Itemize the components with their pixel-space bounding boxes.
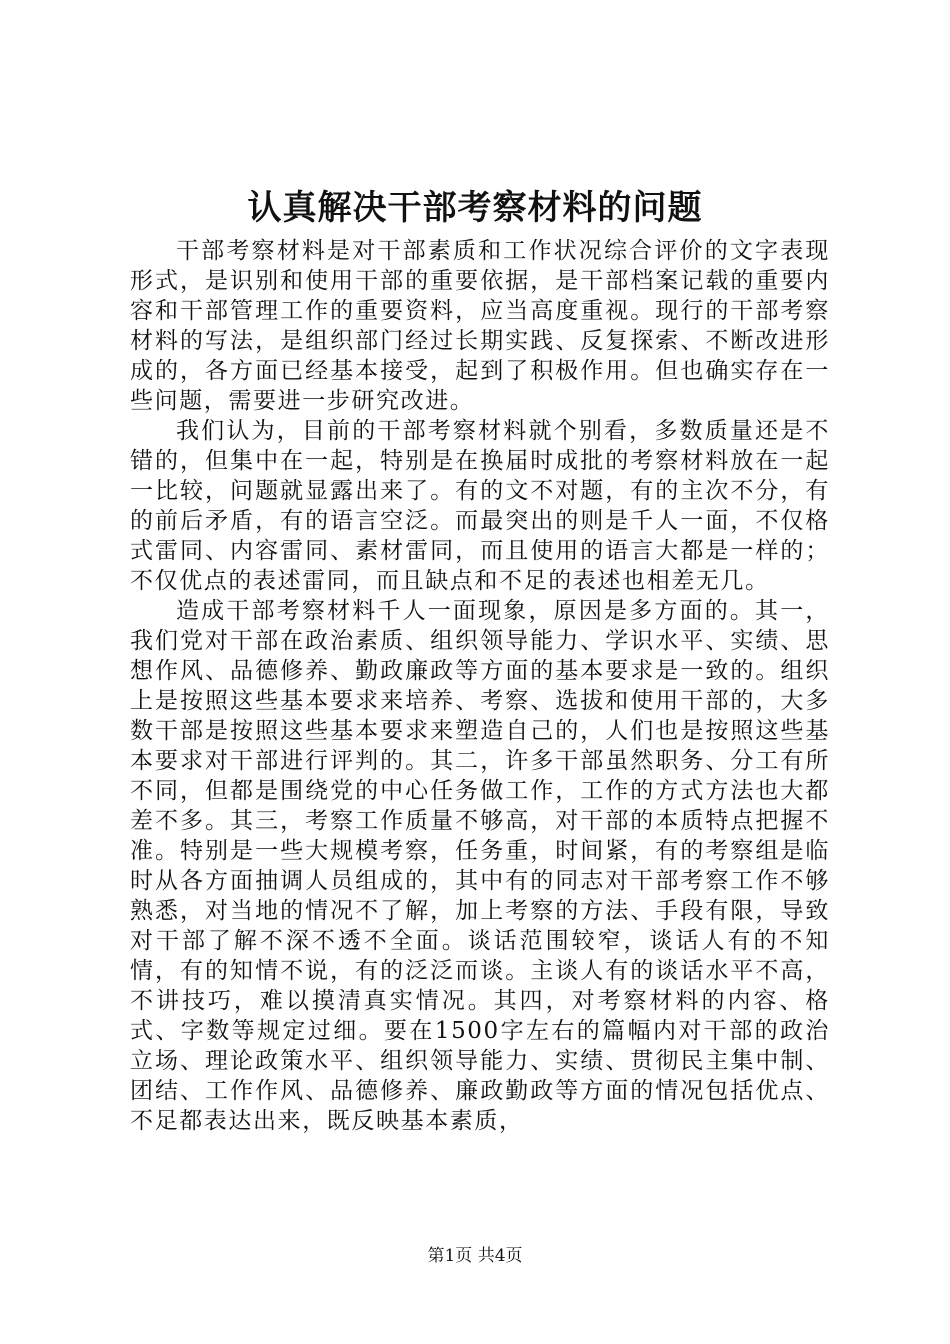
paragraph-2: 我们认为，目前的干部考察材料就个别看，多数质量还是不错的，但集中在一起，特别是在换届时成批的考察材料放在一起一比较，问题就显露出来了。有的文不对题，有的主次不分，有的前后矛盾，有的语言空泛。而最突出的则是千人一面，不仅格式雷同、内容雷同、素材雷同，而且使用的语言大都是一样的；不仅优点的表述雷同，而且缺点和不足的表述也相差无几。 [130, 418, 830, 594]
paragraph-3: 造成干部考察材料千人一面现象，原因是多方面的。其一，我们党对干部在政治素质、组织领导能力、学识水平、实绩、思想作风、品德修养、勤政廉政等方面的基本要求是一致的。组织上是按照这些基本要求来培养、考察、选拔和使用干部的，大多数干部是按照这些基本要求来塑造自己的，人们也是按照这些基本要求对干部进行评判的。其二，许多干部虽然职务、分工有所不同，但都是围绕党的中心任务做工作，工作的方式方法也大都差不多。其三，考察工作质量不够高，对干部的本质特点把握不准。特别是一些大规模考察，任务重，时间紧，有的考察组是临时从各方面抽调人员组成的，其中有的同志对干部考察工作不够熟悉，对当地的情况不了解，加上考察的方法、手段有限，导致对干部了解不深不透不全面。谈话范围较窄，谈话人有的不知情，有的知情不说，有的泛泛而谈。主谈人有的谈话水平不高，不讲技巧，难以摸清真实情况。其四，对考察材料的内容、格式、字数等规定过细。要在1500字左右的篇幅内对干部的政治立场、理论政策水平、组织领导能力、实绩、贯彻民主集中制、团结、工作作风、品德修养、廉政勤政等方面的情况包括优点、不足都表达出来，既反映基本素质， [130, 598, 830, 1134]
page-number: 第1页 共4页 [427, 1246, 523, 1266]
paragraph-1: 干部考察材料是对干部素质和工作状况综合评价的文字表现形式，是识别和使用干部的重要依据，是干部档案记载的重要内容和干部管理工作的重要资料，应当高度重视。现行的干部考察材料的写法，是组织部门经过长期实践、反复探索、不断改进形成的，各方面已经基本接受，起到了积极作用。但也确实存在一些问题，需要进一步研究改进。 [130, 238, 830, 414]
document-title: 认真解决干部考察材料的问题 [247, 188, 703, 228]
page-footer [0, 1244, 950, 1268]
document-body [130, 236, 830, 1136]
